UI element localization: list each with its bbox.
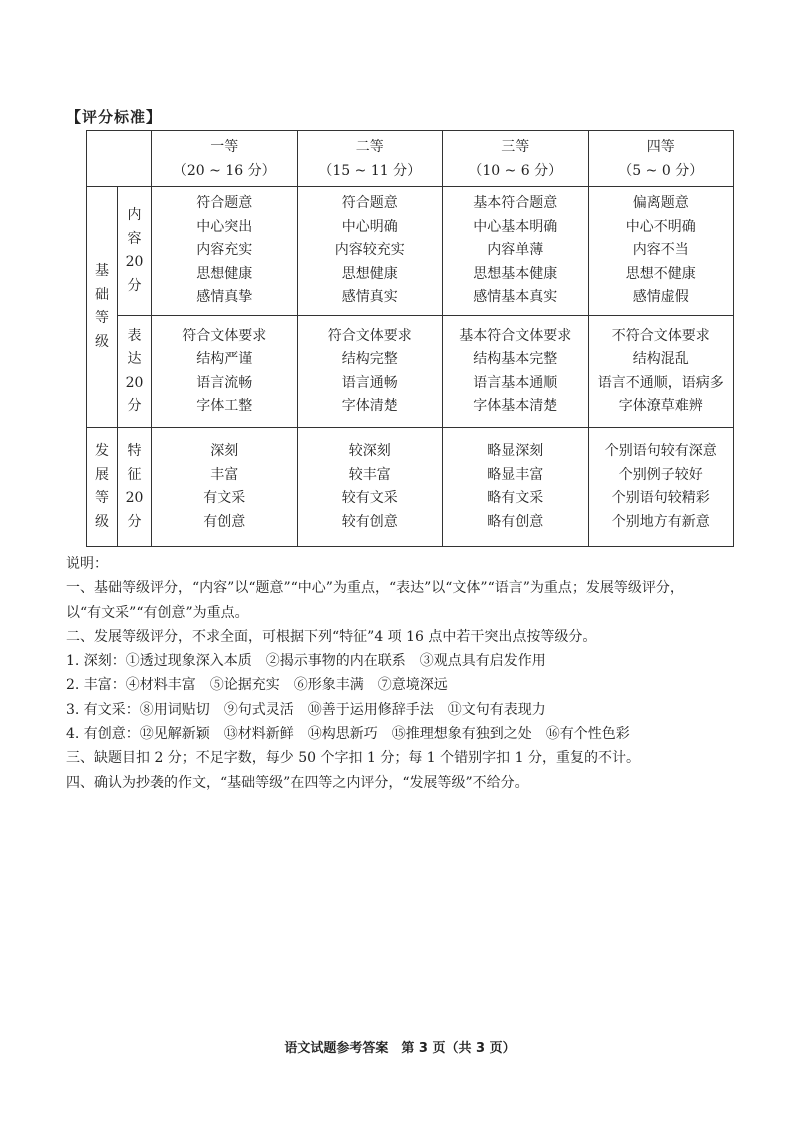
expression-grade-4: 不符合文体要求 结构混乱 语言不通顺，语病多 字体潦草难辨 [588, 316, 734, 428]
scoring-table [86, 130, 734, 547]
header-row [87, 131, 734, 187]
page-footer: 语文试题参考答案 第 3 页（共 3 页） [284, 1041, 516, 1056]
note-line: 2. 丰富：④材料丰富 ⑤论据充实 ⑥形象丰满 ⑦意境深远 [66, 677, 448, 694]
content-grade-4: 偏离题意 中心不明确 内容不当 思想不健康 感情虚假 [588, 187, 734, 316]
feature-label: 特 征 20 分 [118, 428, 152, 547]
grade-header-3: 三等 （10 ~ 6 分） [443, 131, 589, 187]
feature-grade-2: 较深刻 较丰富 较有文采 较有创意 [297, 428, 443, 547]
note-line: 一、基础等级评分，“内容”以“题意”“中心”为重点，“表达”以“文体”“语言”为重点；发展等级评分， [66, 580, 684, 597]
grade-header-1: 一等 （20 ~ 16 分） [152, 131, 298, 187]
content-grade-1: 符合题意 中心突出 内容充实 思想健康 感情真挚 [152, 187, 298, 316]
note-line: 三、缺题目扣 2 分；不足字数，每少 50 个字扣 1 分；每 1 个错别字扣 1 分，重复的不计。 [66, 750, 640, 767]
notes-section [66, 552, 766, 795]
note-line: 以“有文采”“有创意”为重点。 [66, 604, 249, 621]
feature-row [87, 428, 734, 547]
basic-level-label: 基 础 等 级 [87, 187, 118, 428]
note-line: 3. 有文采：⑧用词贴切 ⑨句式灵活 ⑩善于运用修辞手法 ⑪文句有表现力 [66, 701, 546, 718]
expression-grade-1: 符合文体要求 结构严谨 语言流畅 字体工整 [152, 316, 298, 428]
feature-grade-4: 个别语句较有深意 个别例子较好 个别语句较精彩 个别地方有新意 [588, 428, 734, 547]
expression-row [87, 316, 734, 428]
note-line: 二、发展等级评分，不求全面，可根据下列“特征”4 项 16 点中若干突出点按等级分。 [66, 628, 597, 645]
note-line: 1. 深刻：①透过现象深入本质 ②揭示事物的内在联系 ③观点具有启发作用 [66, 653, 546, 670]
expression-grade-2: 符合文体要求 结构完整 语言通畅 字体清楚 [297, 316, 443, 428]
feature-grade-1: 深刻 丰富 有文采 有创意 [152, 428, 298, 547]
content-label: 内 容 20 分 [118, 187, 152, 316]
content-row [87, 187, 734, 316]
content-grade-2: 符合题意 中心明确 内容较充实 思想健康 感情真实 [297, 187, 443, 316]
grade-header-4: 四等 （5 ~ 0 分） [588, 131, 734, 187]
develop-level-label: 发 展 等 级 [87, 428, 118, 547]
note-line: 4. 有创意：⑫见解新颖 ⑬材料新鲜 ⑭构思新巧 ⑮推理想象有独到之处 ⑯有个性色彩 [66, 726, 630, 743]
feature-grade-3: 略显深刻 略显丰富 略有文采 略有创意 [443, 428, 589, 547]
grade-header-2: 二等 （15 ~ 11 分） [297, 131, 443, 187]
content-grade-3: 基本符合题意 中心基本明确 内容单薄 思想基本健康 感情基本真实 [443, 187, 589, 316]
expression-grade-3: 基本符合文体要求 结构基本完整 语言基本通顺 字体基本清楚 [443, 316, 589, 428]
notes-title: 说明： [66, 556, 108, 572]
section-heading: 【评分标准】 [66, 108, 163, 126]
note-line: 四、确认为抄袭的作文，“基础等级”在四等之内评分，“发展等级”不给分。 [66, 774, 529, 791]
expression-label: 表 达 20 分 [118, 316, 152, 428]
corner-cell [87, 131, 152, 187]
